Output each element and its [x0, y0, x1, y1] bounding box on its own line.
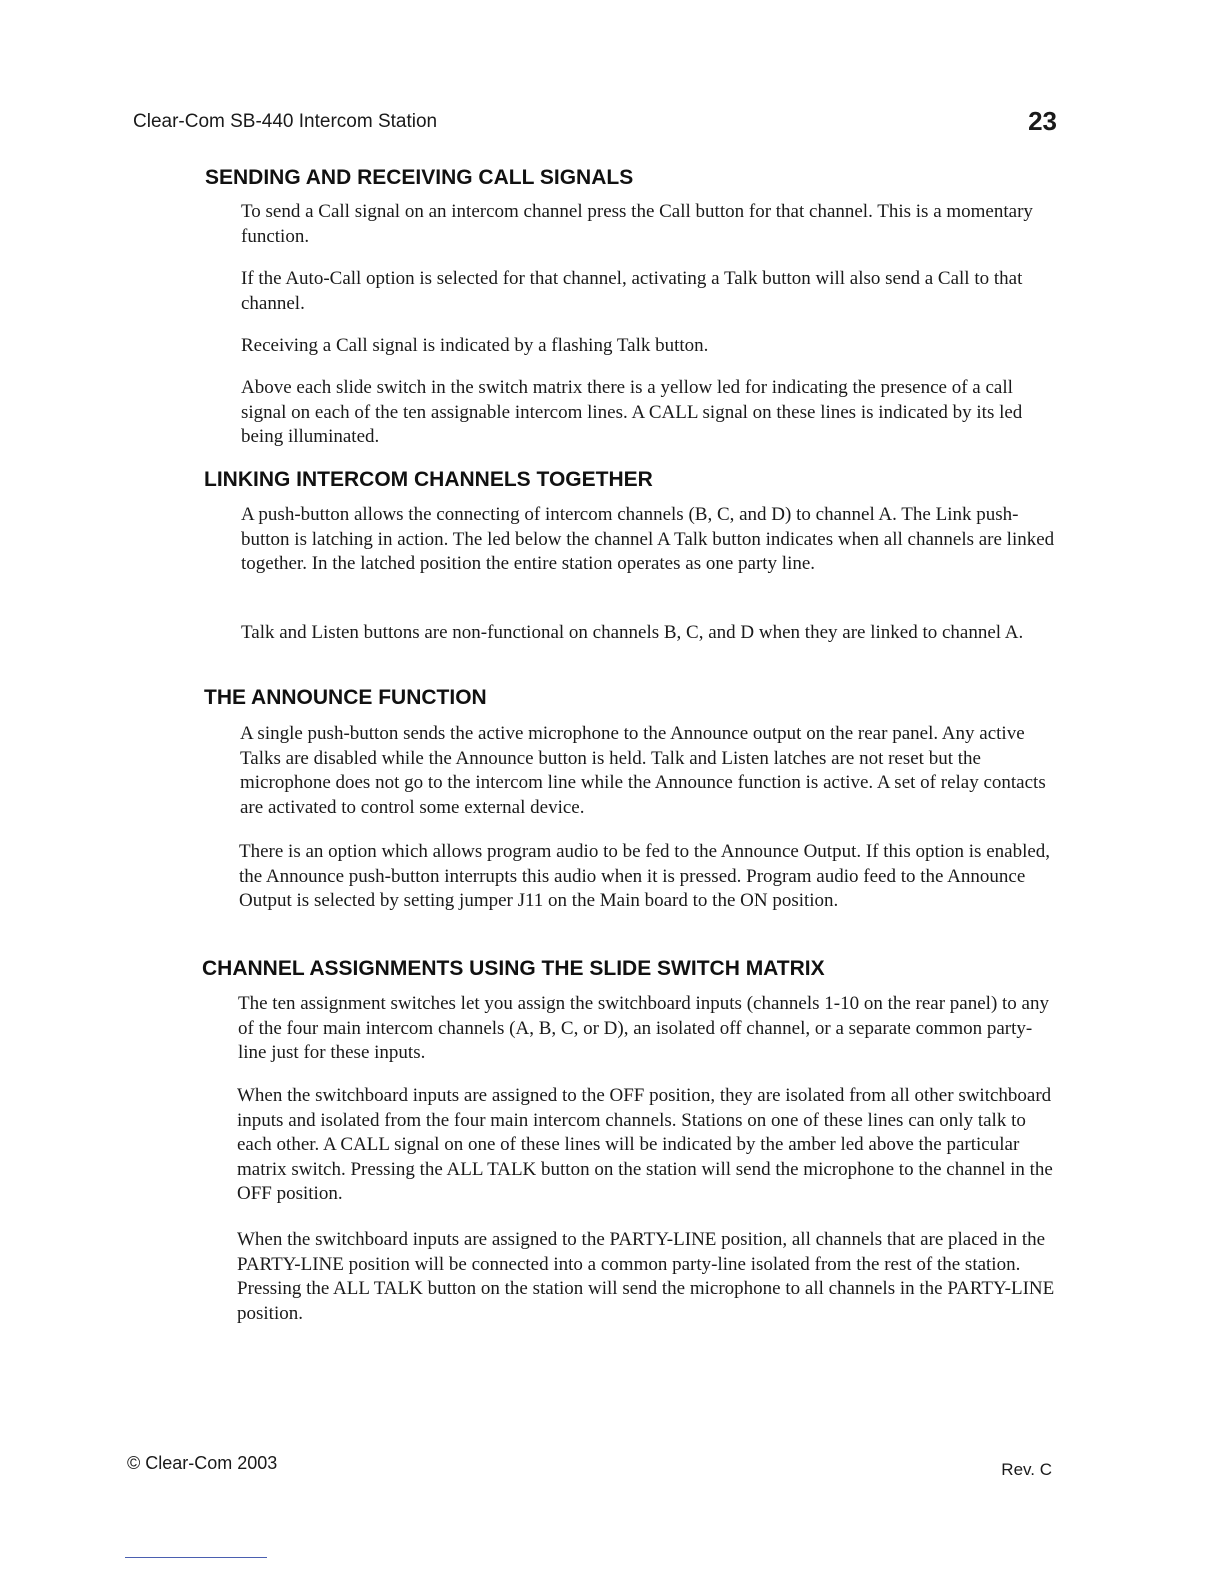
paragraph: A single push-button sends the active microphone to the Announce output on the rear panel. Any active Talks are disabled while the Announce button is held. Talk and Listen latches are not reset but the microphone does not go to the intercom line while the Announce function is active. A set of relay contacts are activated to control some external device. [240, 723, 1046, 818]
document-title: Clear-Com SB-440 Intercom Station [133, 111, 438, 132]
paragraph: Above each slide switch in the switch matrix there is a yellow led for indicating the presence of a call signal on each of the ten assignable intercom lines. A CALL signal on these lines is indicated by its led being illuminated. [241, 377, 1023, 447]
paragraph: Receiving a Call signal is indicated by a flashing Talk button. [241, 335, 709, 356]
section-heading-call-signals: SENDING AND RECEIVING CALL SIGNALS [205, 166, 634, 189]
bottom-rule-divider [125, 1557, 267, 1558]
paragraph: There is an option which allows program audio to be fed to the Announce Output. If this option is enabled, the Announce push-button interrupts this audio when it is pressed. Program audio feed to the Announce Output is selected by setting jumper J11 on the Main board to the ON position. [239, 841, 1051, 911]
section-heading-linking-channels: LINKING INTERCOM CHANNELS TOGETHER [204, 468, 653, 491]
revision-label: Rev. C [1001, 1460, 1052, 1479]
paragraph: If the Auto-Call option is selected for that channel, activating a Talk button will also send a Call to that channel. [241, 268, 1023, 314]
paragraph: Talk and Listen buttons are non-functional on channels B, C, and D when they are linked to channel A. [241, 622, 1024, 643]
copyright-notice: © Clear-Com 2003 [127, 1453, 278, 1473]
paragraph: A push-button allows the connecting of intercom channels (B, C, and D) to channel A. The Link push-button is latching in action. The led below the channel A Talk button indicates when all channels are linked together. In the latched position the entire station operates as one party line. [241, 504, 1055, 574]
paragraph: To send a Call signal on an intercom channel press the Call button for that channel. This is a momentary function. [241, 201, 1033, 247]
paragraph: The ten assignment switches let you assign the switchboard inputs (channels 1-10 on the rear panel) to any of the four main intercom channels (A, B, C, or D), an isolated off channel, or a separate common party-line just for these inputs. [238, 993, 1049, 1063]
page-number: 23 [1028, 106, 1057, 136]
paragraph: When the switchboard inputs are assigned to the OFF position, they are isolated from all other switchboard inputs and isolated from the four main intercom channels. Stations on one of these lines can only talk to each other. A CALL signal on one of these lines will be indicated by the amber led above the particular matrix switch. Pressing the ALL TALK button on the station will send the microphone to the channel in the OFF position. [237, 1085, 1053, 1204]
paragraph: When the switchboard inputs are assigned to the PARTY-LINE position, all channels that are placed in the PARTY-LINE position will be connected into a common party-line isolated from the rest of the station. Pressing the ALL TALK button on the station will send the microphone to all channels in the PARTY-LINE position. [237, 1229, 1055, 1324]
section-heading-channel-assignments: CHANNEL ASSIGNMENTS USING THE SLIDE SWITCH MATRIX [202, 957, 825, 980]
section-heading-announce-function: THE ANNOUNCE FUNCTION [204, 686, 487, 709]
